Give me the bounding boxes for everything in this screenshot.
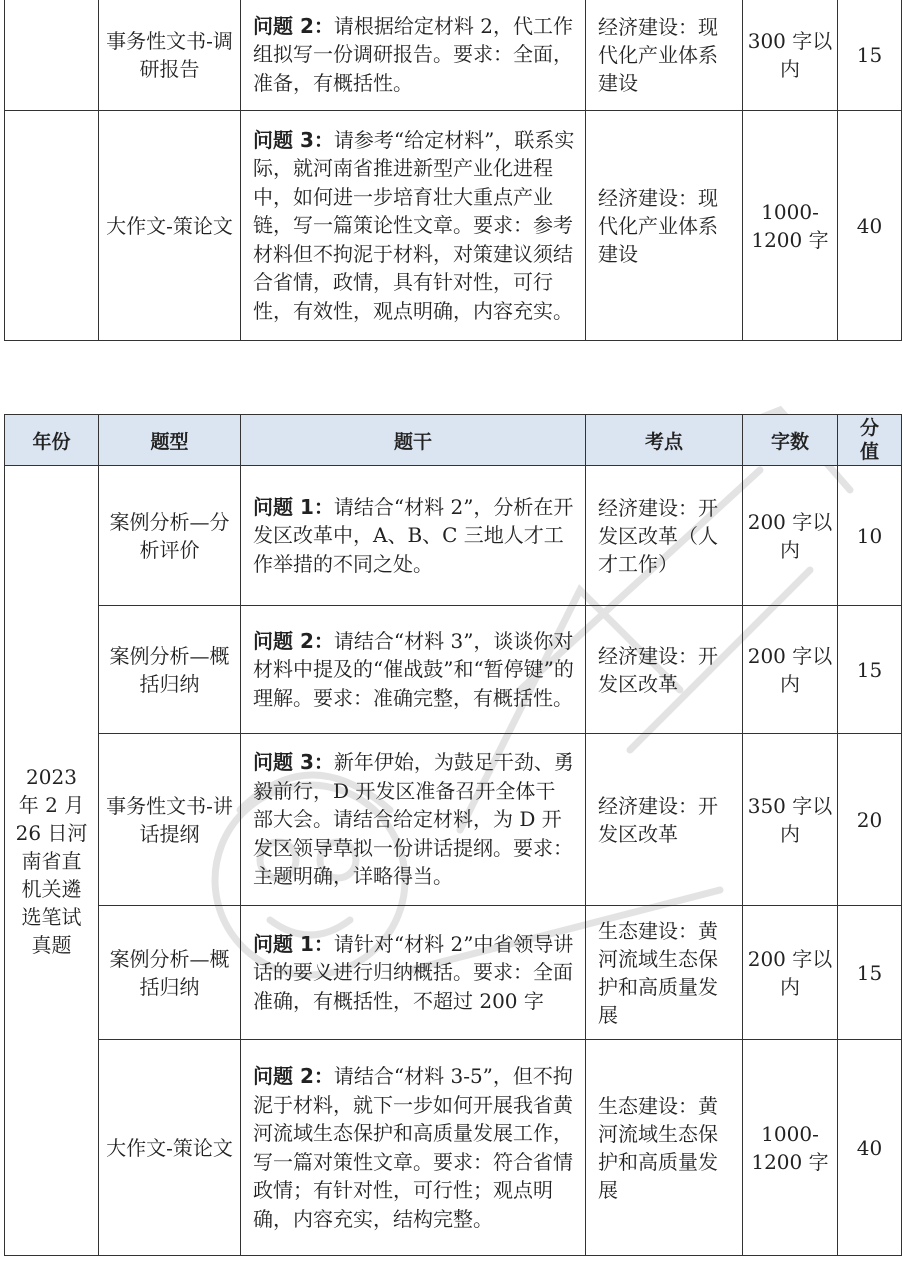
table-row (5, 606, 902, 734)
score: 40 (838, 1040, 902, 1256)
score: 15 (838, 906, 902, 1040)
question-stem: 问题 2：请根据给定材料 2，代工作组拟写一份调研报告。要求：全面，准备，有概括性。 (241, 0, 586, 111)
question-type: 大作文-策论文 (99, 111, 241, 341)
table-header-row (5, 415, 902, 466)
continuation-table (4, 0, 902, 341)
header-score: 分值 (838, 415, 902, 466)
question-stem: 问题 3：请参考“给定材料”，联系实际，就河南省推进新型产业化进程中，如何进一步培育壮大重点产业链，写一篇策论性文章。要求：参考材料但不拘泥于材料，对策建议须结合省情，政情，具有针对性，可行性，有效性，观点明确，内容充实。 (241, 111, 586, 341)
word-limit: 200 字以内 (743, 906, 838, 1040)
word-limit: 200 字以内 (743, 606, 838, 734)
question-stem: 问题 2：请结合“材料 3-5”，但不拘泥于材料，就下一步如何开展我省黄河流域生态保护和高质量发展工作，写一篇对策性文章。要求：符合省情政情；有针对性，可行性；观点明确，内容充实，结构完整。 (241, 1040, 586, 1256)
score: 20 (838, 734, 902, 906)
year-cell: 2023 年 2 月 26 日河南省直机关遴选笔试真题 (5, 466, 99, 1256)
question-type: 事务性文书-讲话提纲 (99, 734, 241, 906)
table-row (5, 466, 902, 606)
question-stem: 问题 1：请结合“材料 2”，分析在开发区改革中，A、B、C 三地人才工作举措的不同之处。 (241, 466, 586, 606)
question-stem: 问题 1：请针对“材料 2”中省领导讲话的要义进行归纳概括。要求：全面准确，有概括性，不超过 200 字 (241, 906, 586, 1040)
exam-point: 经济建设：开发区改革 (586, 606, 743, 734)
question-type: 大作文-策论文 (99, 1040, 241, 1256)
year-cell (5, 0, 99, 111)
header-type: 题型 (99, 415, 241, 466)
header-year: 年份 (5, 415, 99, 466)
exam-point: 经济建设：开发区改革 (586, 734, 743, 906)
score: 40 (838, 111, 902, 341)
exam-point: 生态建设：黄河流域生态保护和高质量发展 (586, 1040, 743, 1256)
exam-point: 经济建设：现代化产业体系建设 (586, 0, 743, 111)
question-type: 案例分析—概括归纳 (99, 906, 241, 1040)
exam-point: 生态建设：黄河流域生态保护和高质量发展 (586, 906, 743, 1040)
table-row (5, 0, 902, 111)
table-row (5, 734, 902, 906)
score: 15 (838, 606, 902, 734)
exam-questions-table (4, 414, 902, 1256)
table-row (5, 906, 902, 1040)
exam-point: 经济建设：现代化产业体系建设 (586, 111, 743, 341)
question-stem: 问题 3：新年伊始，为鼓足干劲、勇毅前行，D 开发区准备召开全体干部大会。请结合给定材料，为 D 开发区领导草拟一份讲话提纲。要求：主题明确，详略得当。 (241, 734, 586, 906)
word-limit: 300 字以内 (743, 0, 838, 111)
header-stem: 题干 (241, 415, 586, 466)
word-limit: 1000-1200 字 (743, 1040, 838, 1256)
word-limit: 350 字以内 (743, 734, 838, 906)
question-stem: 问题 2：请结合“材料 3”，谈谈你对材料中提及的“催战鼓”和“暂停键”的理解。要求：准确完整，有概括性。 (241, 606, 586, 734)
year-cell (5, 111, 99, 341)
question-type: 案例分析—分析评价 (99, 466, 241, 606)
score: 15 (838, 0, 902, 111)
table-row (5, 111, 902, 341)
question-type: 案例分析—概括归纳 (99, 606, 241, 734)
exam-point: 经济建设：开发区改革（人才工作） (586, 466, 743, 606)
header-point: 考点 (586, 415, 743, 466)
score: 10 (838, 466, 902, 606)
header-words: 字数 (743, 415, 838, 466)
word-limit: 1000-1200 字 (743, 111, 838, 341)
word-limit: 200 字以内 (743, 466, 838, 606)
question-type: 事务性文书-调研报告 (99, 0, 241, 111)
table-row (5, 1040, 902, 1256)
